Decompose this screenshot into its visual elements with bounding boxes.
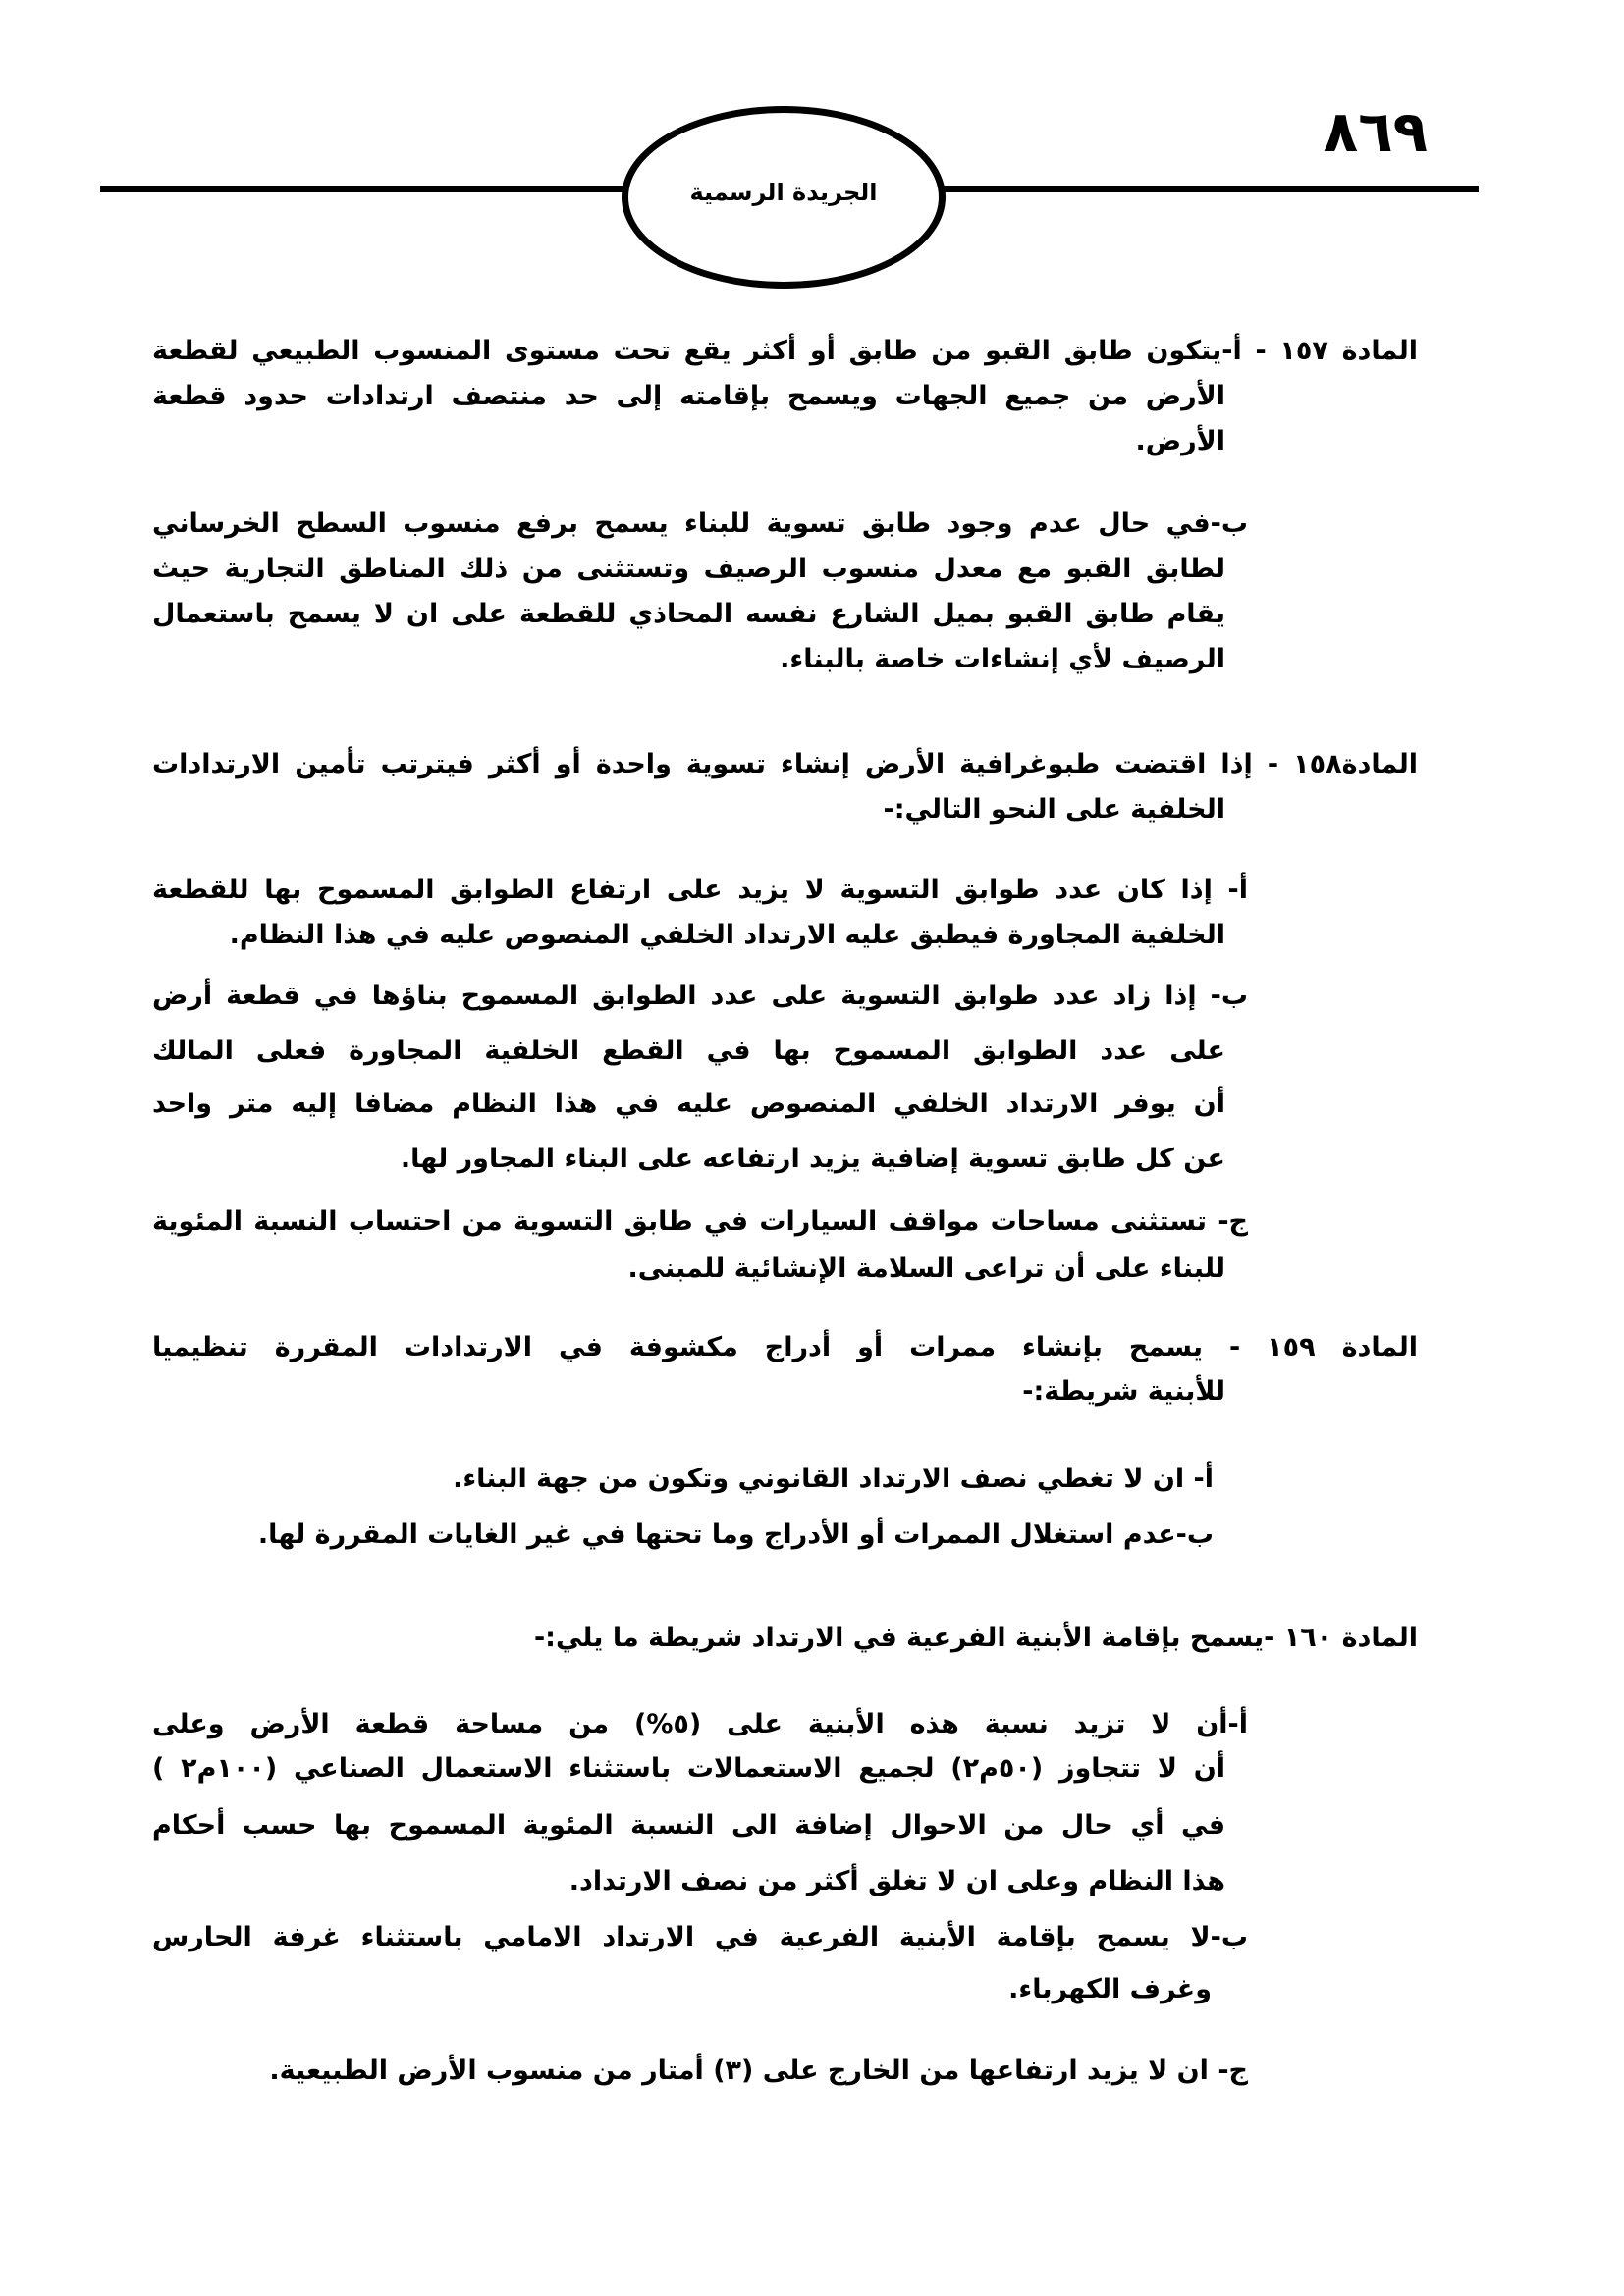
text-line: عن كل طابق تسوية إضافية يزيد ارتفاعه على البناء المجاور لها. — [400, 1144, 1225, 1174]
text-line: الأرض من جميع الجهات ويسمح بإقامته إلى حد منتصف ارتدادات حدود قطعة — [152, 381, 1225, 411]
text-line: أن لا تتجاوز (٥٠م٢) لجميع الاستعمالات باستثناء الاستعمال الصناعي (١٠٠م٢ ) — [152, 1753, 1225, 1784]
text-line: أن يوفر الارتداد الخلفي المنصوص عليه في هذا النظام مضافا إليه متر واحد — [152, 1089, 1225, 1119]
text-line: الخلفية على النحو التالي:- — [883, 794, 1225, 825]
text-line: المادة ١٦٠ -يسمح بإقامة الأبنية الفرعية في الارتداد شريطة ما يلي:- — [533, 1623, 1418, 1653]
masthead-title: الجريدة الرسمية — [689, 179, 878, 206]
text-line: ب- إذا زاد عدد طوابق التسوية على عدد الطوابق المسموح بناؤها في قطعة أرض — [152, 981, 1248, 1011]
text-line: ج- تستثنى مساحات مواقف السيارات في طابق التسوية من احتساب النسبة المئوية — [152, 1206, 1248, 1237]
text-line: للأبنية شريطة:- — [1022, 1376, 1225, 1407]
text-line: أ-أن لا تزيد نسبة هذه الأبنية على (٥%) من مساحة قطعة الأرض وعلى — [152, 1709, 1248, 1739]
text-line: المادة١٥٨ - إذا اقتضت طبوغرافية الأرض إنشاء تسوية واحدة أو أكثر فيترتب تأمين الارتدادات — [152, 749, 1418, 779]
text-line: المادة ١٥٩ - يسمح بإنشاء ممرات أو أدراج مكشوفة في الارتدادات المقررة تنظيميا — [152, 1332, 1418, 1362]
page-number: ٨٦٩ — [1323, 100, 1428, 164]
text-line: هذا النظام وعلى ان لا تغلق أكثر من نصف الارتداد. — [568, 1866, 1225, 1896]
text-line: المادة ١٥٧ - أ-يتكون طابق القبو من طابق أو أكثر يقع تحت مستوى المنسوب الطبيعي لقطعة — [152, 336, 1419, 366]
text-line: ب-لا يسمح بإقامة الأبنية الفرعية في الارتداد الامامي باستثناء غرفة الحارس — [152, 1922, 1248, 1952]
text-line: ب-في حال عدم وجود طابق تسوية للبناء يسمح برفع منسوب السطح الخرساني — [152, 508, 1248, 539]
text-line: في أي حال من الاحوال إضافة الى النسبة المئوية المسموح بها حسب أحكام — [152, 1810, 1225, 1841]
text-line: الخلفية المجاورة فيطبق عليه الارتداد الخلفي المنصوص عليه في هذا النظام. — [229, 920, 1225, 950]
text-line: الأرض. — [1135, 426, 1225, 456]
text-line: يقام طابق القبو بميل الشارع نفسه المحاذي للقطعة على ان لا يسمح باستعمال — [152, 599, 1225, 629]
text-line: لطابق القبو مع معدل منسوب الرصيف وتستثنى من ذلك المناطق التجارية حيث — [152, 554, 1225, 584]
text-line: وغرف الكهرباء. — [1008, 1974, 1212, 2004]
masthead-seal — [622, 106, 946, 289]
text-line: على عدد الطوابق المسموح بها في القطع الخلفية المجاورة فعلى المالك — [152, 1036, 1225, 1066]
text-line: للبناء على أن تراعى السلامة الإنشائية للمبنى. — [627, 1254, 1225, 1284]
text-line: أ- إذا كان عدد طوابق التسوية لا يزيد على ارتفاع الطوابق المسموح بها للقطعة — [152, 875, 1248, 905]
text-line: أ- ان لا تغطي نصف الارتداد القانوني وتكون من جهة البناء. — [453, 1464, 1214, 1494]
text-line: ج- ان لا يزيد ارتفاعها من الخارج على (٣) أمتار من منسوب الأرض الطبيعية. — [269, 2056, 1248, 2086]
text-line: الرصيف لأي إنشاءات خاصة بالبناء. — [780, 644, 1225, 674]
text-line: ب-عدم استغلال الممرات أو الأدراج وما تحتها في غير الغايات المقررة لها. — [257, 1520, 1214, 1550]
